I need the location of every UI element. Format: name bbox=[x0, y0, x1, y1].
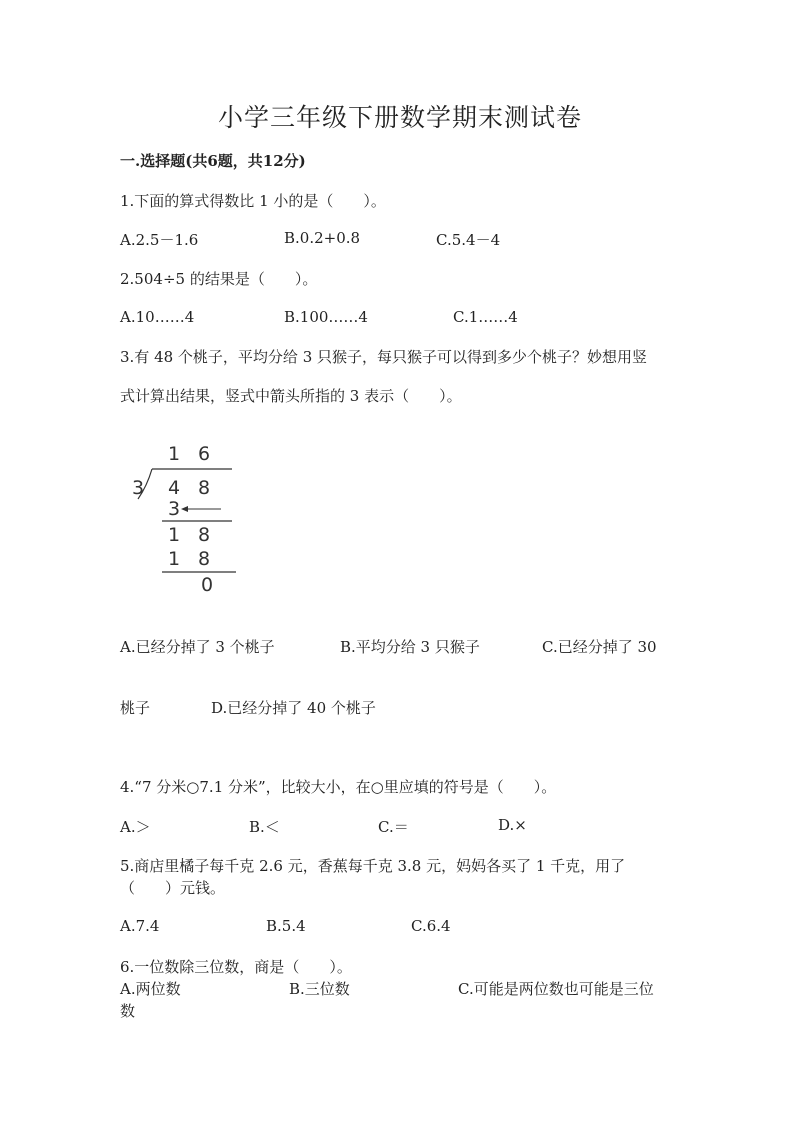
question-3-option-b: B.平均分给 3 只猴子 bbox=[340, 638, 480, 656]
question-3-option-d: D.已经分掉了 40 个桃子 bbox=[211, 699, 376, 717]
question-3-option-a: A.已经分掉了 3 个桃子 bbox=[120, 638, 275, 656]
question-2-stem: 2.504÷5 的结果是（ ）。 bbox=[120, 270, 318, 288]
remainder-1-digit-1: 1 bbox=[168, 524, 181, 546]
arrow-head-icon bbox=[181, 506, 188, 512]
long-division-figure bbox=[128, 438, 248, 598]
question-6-option-b: B.三位数 bbox=[289, 980, 350, 998]
question-4-stem: 4.“7 分米○7.1 分米”，比较大小，在○里应填的符号是（ ）。 bbox=[120, 778, 557, 796]
question-4-option-c: C.＝ bbox=[378, 818, 409, 836]
subtract-2-digit-2: 8 bbox=[198, 548, 211, 570]
page-title: 小学三年级下册数学期末测试卷 bbox=[217, 103, 582, 132]
question-1-option-c: C.5.4－4 bbox=[436, 231, 501, 249]
question-4-option-b: B.＜ bbox=[249, 818, 280, 836]
question-3-option-c: C.已经分掉了 30 bbox=[542, 638, 657, 656]
subtract-digit: 3 bbox=[168, 498, 181, 520]
question-5-option-c: C.6.4 bbox=[411, 917, 451, 935]
question-6-stem: 6.一位数除三位数，商是（ ）。 bbox=[120, 958, 352, 976]
quotient-digit-1: 1 bbox=[168, 443, 181, 465]
question-1-option-b: B.0.2+0.8 bbox=[284, 229, 361, 247]
question-3-stem-line-2: 式计算出结果，竖式中箭头所指的 3 表示（ ）。 bbox=[120, 387, 462, 405]
question-5-option-a: A.7.4 bbox=[120, 917, 160, 935]
remainder-1-digit-2: 8 bbox=[198, 524, 211, 546]
question-6-option-a: A.两位数 bbox=[120, 980, 181, 998]
question-2-option-a: A.10……4 bbox=[120, 308, 195, 326]
question-1-option-a: A.2.5－1.6 bbox=[120, 231, 199, 249]
question-4-option-a: A.＞ bbox=[120, 818, 151, 836]
question-3-option-c-wrap: 桃子 bbox=[120, 699, 151, 717]
final-remainder: 0 bbox=[201, 574, 214, 596]
question-4-option-d: D.× bbox=[498, 816, 527, 834]
question-1-stem: 1.下面的算式得数比 1 小的是（ ）。 bbox=[120, 192, 386, 210]
dividend-digit-1: 4 bbox=[168, 477, 181, 499]
question-2-option-c: C.1……4 bbox=[453, 308, 518, 326]
section-heading: 一.选择题(共6题，共12分) bbox=[120, 152, 306, 170]
question-5-option-b: B.5.4 bbox=[266, 917, 306, 935]
subtract-2-digit-1: 1 bbox=[168, 548, 181, 570]
question-3-stem-line-1: 3.有 48 个桃子，平均分给 3 只猴子，每只猴子可以得到多少个桃子？妙想用竖 bbox=[120, 348, 648, 366]
quotient-digit-2: 6 bbox=[198, 443, 211, 465]
question-6-option-c-wrap: 数 bbox=[120, 1002, 136, 1020]
divisor: 3 bbox=[132, 477, 145, 499]
question-5-stem-line-2: （ ）元钱。 bbox=[120, 879, 226, 897]
question-6-option-c: C.可能是两位数也可能是三位 bbox=[458, 980, 654, 998]
question-2-option-b: B.100……4 bbox=[284, 308, 368, 326]
dividend-digit-2: 8 bbox=[198, 477, 211, 499]
question-5-stem-line-1: 5.商店里橘子每千克 2.6 元，香蕉每千克 3.8 元，妈妈各买了 1 千克，用了 bbox=[120, 857, 626, 875]
